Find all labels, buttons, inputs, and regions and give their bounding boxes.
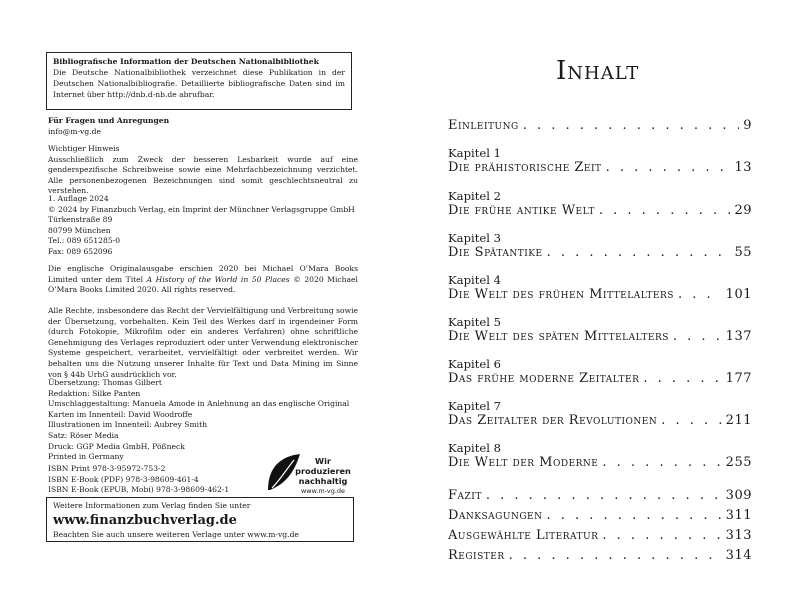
toc-label: Ausgewählte Literatur: [448, 528, 599, 543]
badge-line2: nachhaltig: [298, 476, 348, 486]
credit-line: Karten im Innenteil: David Woodroffe: [48, 409, 193, 419]
hint-section: [48, 144, 358, 197]
toc-page: 211: [725, 413, 752, 428]
chapter-number: Kapitel 7: [448, 399, 501, 413]
imprint-line: 80799 München: [48, 225, 111, 235]
chapter-number: Kapitel 8: [448, 441, 501, 455]
sustainability-badge: [266, 452, 356, 495]
toc-entry[interactable]: [448, 118, 752, 133]
toc-entry[interactable]: [448, 528, 752, 543]
imprint-line: Türkenstraße 89: [48, 215, 113, 225]
credit-line: Redaktion: Silke Panten: [48, 388, 141, 398]
isbn-line: ISBN Print 978-3-95972-753-2: [48, 464, 166, 473]
publisher-info-box: [46, 497, 354, 542]
toc-entry[interactable]: [448, 508, 752, 523]
toc-leader: [486, 488, 722, 503]
imprint-line: Tel.: 089 651285-0: [48, 236, 121, 246]
original-edition-note: [48, 264, 358, 296]
original-text-1: Die englische Originalausgabe erschien 2020 bei Michael O’Mara Books Limited unter dem Titel: [48, 264, 358, 284]
toc-leader: [678, 287, 722, 302]
page-title: Inhalt: [556, 56, 640, 86]
contact-section: [48, 116, 358, 137]
toc-label: Fazit: [448, 488, 482, 503]
badge-line1: Wir produzieren: [295, 456, 351, 476]
toc-page: 137: [725, 329, 752, 344]
toc-entry[interactable]: [448, 329, 752, 344]
chapter-number: Kapitel 4: [448, 273, 501, 287]
toc-leader: [661, 413, 721, 428]
rights-notice: Alle Rechte, insbesondere das Recht der Vervielfältigung und Verbreitung sowie der Übersetzung, vorbehalten. Kein Teil des Werkes darf in irgendeiner Form (durch Fotokopie, Mikrofilm oder ein anderes Verfahren) ohne schriftliche Genehmigung des Verlages reproduziert oder unter Verwendung elektronischer Systeme gespeichert, verarbeitet, vervielfältigt oder verbreitet werden. Wir behalten uns die Nutzung unserer Inhalte für Text und Data Mining im Sinne von § 44b UrhG ausdrücklich vor.: [48, 306, 358, 379]
original-title: A History of the World in 50 Places: [146, 274, 290, 284]
credit-line: Druck: GGP Media GmbH, Pößneck: [48, 441, 185, 451]
toc-entry[interactable]: [448, 488, 752, 503]
toc-page: 101: [725, 287, 752, 302]
chapter-number: Kapitel 6: [448, 357, 501, 371]
credit-line: Printed in Germany: [48, 452, 124, 462]
credit-line: Umschlaggestaltung: Manuela Amode in Anlehnung an das englische Original: [48, 399, 350, 409]
see-also-text: Beachten Sie auch unsere weiteren Verlage unter www.m-vg.de: [53, 530, 299, 539]
toc-leader: [643, 371, 721, 386]
toc-label: Register: [448, 548, 505, 563]
toc-label: Das frühe moderne Zeitalter: [448, 371, 640, 386]
chapter-number: Kapitel 2: [448, 189, 501, 203]
chapter-number: Kapitel 3: [448, 231, 501, 245]
toc-label: Danksagungen: [448, 508, 543, 523]
toc-label: Die frühe antike Welt: [448, 203, 595, 218]
hint-text: Ausschließlich zum Zweck der besseren Lesbarkeit wurde auf eine genderspezifische Schreibweise sowie eine Mehrfachbezeichnung verzichtet. Alle personenbezogenen Bezeichnungen sind somit geschlechtsneutral zu verstehen.: [48, 154, 358, 196]
toc-page: 255: [725, 455, 752, 470]
credit-line: Illustrationen im Innenteil: Aubrey Smith: [48, 420, 208, 430]
original-text-2: © 2020 Michael O’Mara Books Limited 2020. All rights reserved.: [48, 274, 358, 295]
toc-label: Die Welt des frühen Mittelalters: [448, 287, 674, 302]
credit-line: Übersetzung: Thomas Gilbert: [48, 378, 162, 387]
hint-title: Wichtiger Hinweis: [48, 144, 120, 153]
toc-entry[interactable]: [448, 160, 752, 175]
bib-text: Die Deutsche Nationalbibliothek verzeichnet diese Publikation in der Deutschen Nationalbibliografie. Detaillierte bibliografische Daten sind im Internet über http://dnb.d-nb.de abrufbar.: [53, 68, 345, 99]
toc-page: 13: [734, 160, 752, 175]
credits-section: [48, 378, 358, 463]
toc-leader: [547, 245, 731, 260]
isbn-section: [48, 464, 268, 496]
bib-title: Bibliografische Information der Deutschen Nationalbibliothek: [53, 57, 319, 66]
chapter-number: Kapitel 5: [448, 315, 501, 329]
isbn-line: ISBN E-Book (PDF) 978-3-98609-461-4: [48, 474, 199, 484]
credit-line: Satz: Röser Media: [48, 430, 119, 440]
toc-leader: [602, 455, 721, 470]
toc-leader: [523, 118, 740, 133]
toc-leader: [602, 528, 721, 543]
publisher-url[interactable]: www.finanzbuchverlag.de: [53, 513, 237, 528]
toc-leader: [673, 329, 722, 344]
toc-entry[interactable]: [448, 455, 752, 470]
toc-page: 9: [743, 118, 752, 133]
toc-leader: [546, 508, 721, 523]
toc-label: Die Welt der Moderne: [448, 455, 599, 470]
toc-entry[interactable]: [448, 371, 752, 386]
toc-page: 313: [725, 528, 752, 543]
toc-leader: [599, 203, 731, 218]
toc-label: Das Zeitalter der Revolutionen: [448, 413, 658, 428]
toc-label: Die Welt des späten Mittelalters: [448, 329, 669, 344]
toc-page: 311: [725, 508, 752, 523]
contact-email[interactable]: info@m-vg.de: [48, 126, 101, 136]
toc-leader: [509, 548, 722, 563]
toc-leader: [606, 160, 731, 175]
toc-label: Die Spätantike: [448, 245, 543, 260]
toc-label: Einleitung: [448, 118, 519, 133]
toc-entry[interactable]: [448, 203, 752, 218]
contact-title: Für Fragen und Anregungen: [48, 116, 170, 125]
more-info-text: Weitere Informationen zum Verlag finden Sie unter: [53, 501, 251, 510]
bibliographic-info-box: [46, 52, 352, 110]
chapter-number: Kapitel 1: [448, 146, 501, 160]
toc-label: Die prähistorische Zeit: [448, 160, 602, 175]
isbn-line: ISBN E-Book (EPUB, Mobi) 978-3-98609-462-1: [48, 485, 230, 495]
toc-entry[interactable]: [448, 245, 752, 260]
toc-page: 314: [725, 548, 752, 563]
toc-page: 309: [725, 488, 752, 503]
imprint-line: Fax: 089 652096: [48, 246, 113, 256]
badge-url: www.m-vg.de: [300, 487, 346, 495]
toc-entry[interactable]: [448, 413, 752, 428]
toc-entry[interactable]: [448, 548, 752, 563]
toc-page: 55: [734, 245, 752, 260]
imprint-line: 1. Auflage 2024: [48, 194, 109, 203]
toc-page: 177: [725, 371, 752, 386]
toc-page: 29: [734, 203, 752, 218]
toc-entry[interactable]: [448, 287, 752, 302]
imprint-line: © 2024 by Finanzbuch Verlag, ein Imprint der Münchner Verlagsgruppe GmbH: [48, 204, 355, 214]
imprint-section: [48, 194, 358, 258]
